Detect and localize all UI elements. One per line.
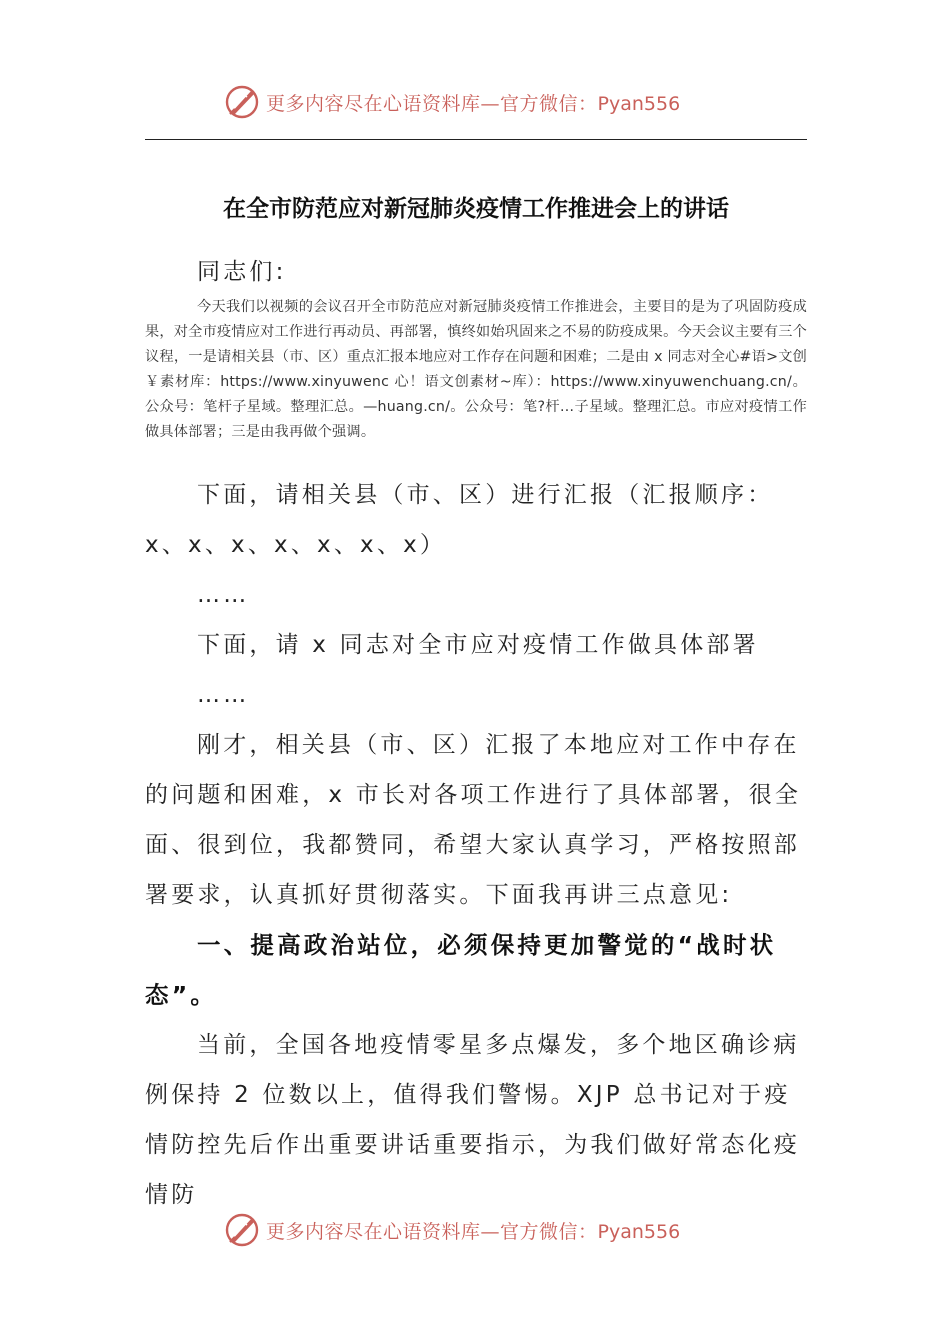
brand-wechat-handle: Pyan556 — [597, 92, 681, 115]
header-divider — [145, 139, 807, 140]
quill-logo-icon — [222, 82, 262, 122]
footer-brand — [222, 1208, 680, 1252]
salutation-block — [145, 247, 807, 297]
brand-separator: — — [480, 92, 501, 115]
quill-logo-icon — [222, 1210, 262, 1250]
intro-block — [145, 295, 807, 445]
salutation: 同志们: — [197, 259, 287, 285]
document-title: 在全市防范应对新冠肺炎疫情工作推进会上的讲话 — [223, 195, 729, 223]
brand-wechat-handle: Pyan556 — [597, 1220, 681, 1243]
brand-text — [266, 1217, 680, 1244]
header-brand — [222, 80, 680, 124]
ellipsis-1: …… — [197, 582, 250, 608]
intro-paragraph: 今天我们以视频的会议召开全市防范应对新冠肺炎疫情工作推进会，主要目的是为了巩固防疫成果，对全市疫情应对工作进行再动员、再部署，慎终如始巩固来之不易的防疫成果。今天会议主要有三个议程，一是请相关县（市、区）重点汇报本地应对工作存在问题和困难；二是由 x 同志对全心#语>文创￥素材库：https://www.xinyuwenc 心！语文创素材~库）：https://www.xinyuwenchuang.cn/。公众号：笔杆子星域。整理汇总。—huang.cn/。公众号：笔?杆…子星域。整理汇总。市应对疫情工作做具体部署；三是由我再做个强调。 — [145, 299, 807, 440]
brand-wechat-label: 官方微信： — [500, 1220, 598, 1243]
brand-separator: — — [480, 1220, 501, 1243]
brand-slogan: 更多内容尽在心语资料库 — [266, 92, 481, 115]
summary-paragraph: 刚才，相关县（市、区）汇报了本地应对工作中存在的问题和困难，x 市长对各项工作进行了具体部署，很全面、很到位，我都赞同，希望大家认真学习，严格按照部署要求，认真抓好贯彻落实。下面我再讲三点意见: — [145, 732, 802, 908]
section-heading-1: 一、提高政治站位，必须保持更加警觉的“战时状态”。 — [145, 931, 777, 1009]
main-body — [145, 470, 807, 1220]
brand-wechat-label: 官方微信： — [500, 92, 598, 115]
ellipsis-2: …… — [197, 682, 250, 708]
deploy-paragraph: 下面，请 x 同志对全市应对疫情工作做具体部署 — [197, 632, 759, 658]
brand-text — [266, 89, 680, 116]
current-situation-paragraph: 当前，全国各地疫情零星多点爆发，多个地区确诊病例保持 2 位数以上，值得我们警惕。XJP 总书记对于疫情防控先后作出重要讲话重要指示，为我们做好常态化疫情防 — [145, 1032, 800, 1208]
report-paragraph: 下面，请相关县（市、区）进行汇报（汇报顺序：x、x、x、x、x、x、x） — [145, 482, 774, 558]
brand-slogan: 更多内容尽在心语资料库 — [266, 1220, 481, 1243]
